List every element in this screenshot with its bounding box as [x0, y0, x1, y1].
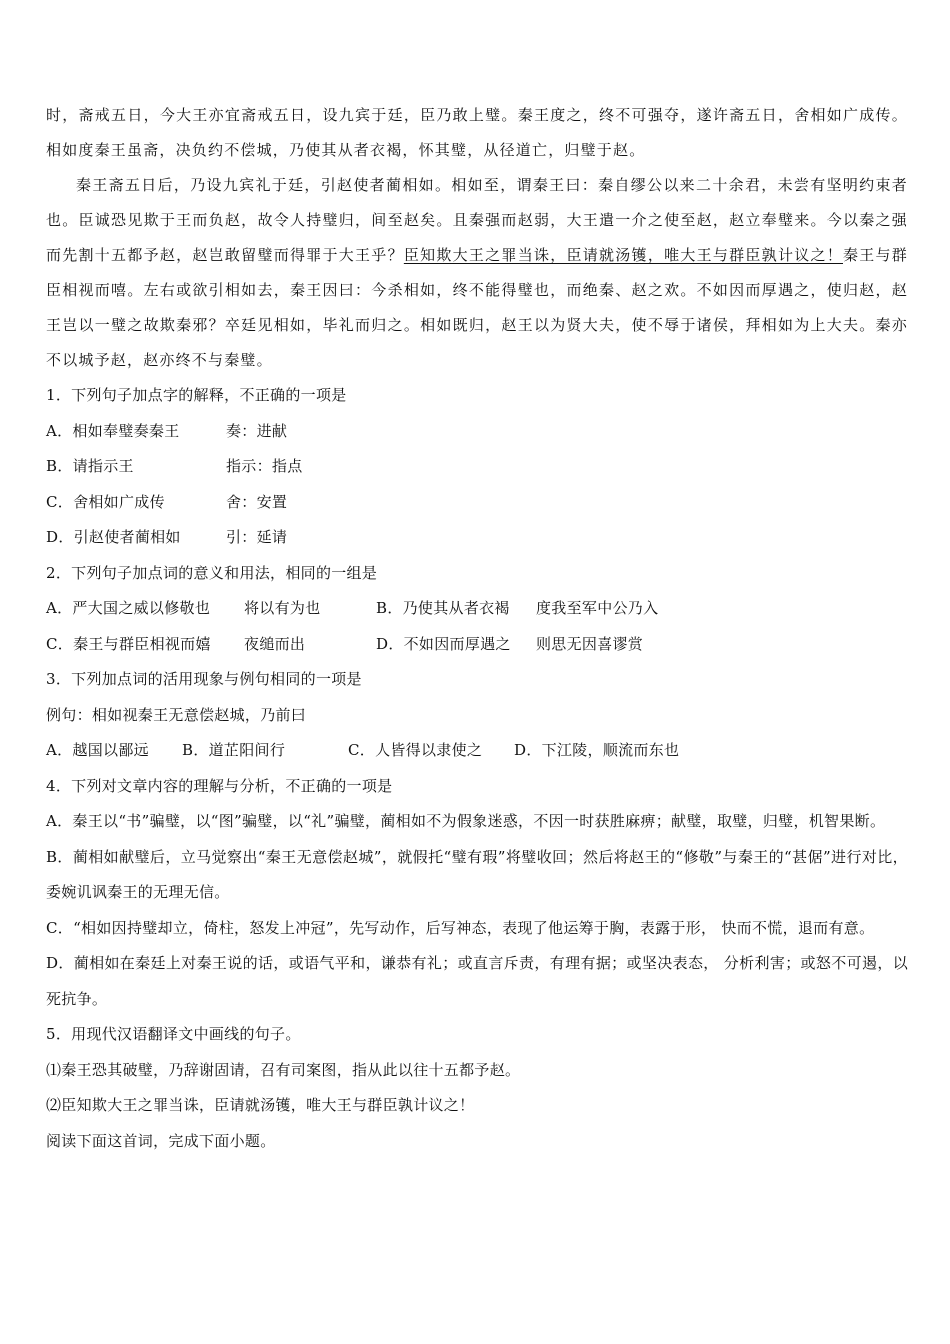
question-2-row-cd [46, 627, 908, 663]
option-text: B．乃使其从者衣褐 [376, 599, 510, 617]
document-content [46, 98, 908, 1159]
question-3-stem: 3．下列加点词的活用现象与例句相同的一项是 [46, 670, 362, 688]
option-text: B．道芷阳间行 [182, 741, 286, 759]
question-3-options [46, 733, 908, 769]
question-1-option-d [46, 520, 908, 556]
option-gloss: 舍：安置 [226, 492, 288, 511]
option-text: A．严大国之威以修敬也 [46, 599, 211, 617]
option-text: D．下江陵，顺流而东也 [514, 741, 680, 759]
question-3-example: 例句：相如视秦王无意偿赵城，乃前曰 [46, 705, 307, 724]
option-text: 夜缒而出 [244, 634, 306, 653]
option-text: 将以有为也 [244, 599, 321, 617]
question-2-stem: 2．下列句子加点词的意义和用法，相同的一组是 [46, 563, 378, 582]
question-1-stem: 1．下列句子加点字的解释，不正确的一项是 [46, 386, 347, 404]
question-4-option-d: D．蔺相如在秦廷上对秦王说的话，或语气平和，谦恭有礼；或直言斥责，有理有据；或坚决表态， 分析利害；或怒不可遏，以死抗争。 [46, 954, 908, 1008]
option-text: 则思无因喜谬赏 [536, 634, 644, 653]
option-text: B．请指示王 [46, 457, 134, 475]
passage-text: 秦王与群臣相视而嘻。左右或欲引相如去，秦王因曰：今杀相如，终不能得璧也，而绝秦、赵之欢。不如因而厚遇之，使归赵，赵王岂以一璧之故欺秦邪？卒廷见相如，毕礼而归之。相如既归，赵王以为贤大夫，使不辱于诸侯，拜相如为上大夫。秦亦不以城予赵，赵亦终不与秦璧。 [46, 246, 908, 369]
passage-paragraph-1: 时，斋戒五日，今大王亦宜斋戒五日，设九宾于廷，臣乃敢上璧。秦王度之，终不可强夺，遂许斋五日，舍相如广成传。相如度秦王虽斋，决负约不偿城，乃使其从者衣褐，怀其璧，从径道亡，归璧于赵。 [46, 106, 908, 159]
question-2-row-ab [46, 591, 908, 627]
question-1-option-c [46, 485, 908, 521]
question-1-option-b [46, 449, 908, 485]
option-gloss: 指示：指点 [226, 457, 303, 475]
option-text: 度我至军中公乃入 [536, 599, 659, 617]
option-text: D．不如因而厚遇之 [376, 634, 511, 653]
option-gloss: 引：延请 [226, 528, 288, 546]
underlined-sentence: 臣知欺大王之罪当诛，臣请就汤镬，唯大王与群臣孰计议之！ [403, 246, 843, 264]
option-text: D．引赵使者蔺相如 [46, 528, 181, 546]
option-gloss: 奏：进献 [226, 421, 288, 440]
passage-text: 秦王斋五日后，乃设九宾礼于廷，引赵使者蔺相如。相如至，谓秦王曰：秦自缪公以来二十余君，未尝有坚明约束者也。臣诚恐见欺于王而负赵，故令人持璧归，间至赵矣。且秦强而赵弱，大王遣一介之使至赵，赵立奉璧来。今以秦之强而先割十五都予赵，赵岂敢留璧而得罪于大王乎？ [46, 176, 908, 264]
question-5-sentence-1: ⑴秦王恐其破璧，乃辞谢固请，召有司案图，指从此以往十五都予赵。 [46, 1060, 521, 1079]
question-5-stem: 5．用现代汉语翻译文中画线的句子。 [46, 1025, 301, 1043]
option-text: C．人皆得以隶使之 [348, 741, 483, 759]
question-5-sentence-2: ⑵臣知欺大王之罪当诛，臣请就汤镬，唯大王与群臣孰计议之！ [46, 1096, 475, 1114]
option-text: A．越国以鄙远 [46, 741, 149, 759]
option-text: C．舍相如广成传 [46, 492, 165, 511]
question-4-option-c: C．“相如因持璧却立，倚柱，怒发上冲冠”，先写动作，后写神态，表现了他运筹于胸，表露于形， 快而不慌，退而有意。 [46, 918, 875, 937]
option-text: A．相如奉璧奏秦王 [46, 421, 180, 440]
question-1-option-a [46, 414, 908, 450]
question-4-stem: 4．下列对文章内容的理解与分析，不正确的一项是 [46, 776, 393, 795]
passage-paragraph-2 [46, 168, 908, 378]
option-text: C．秦王与群臣相视而嬉 [46, 634, 211, 653]
next-section-instruction: 阅读下面这首词，完成下面小题。 [46, 1131, 276, 1150]
question-4-option-a: A．秦王以“书”骗璧，以“图”骗璧，以“礼”骗璧，蔺相如不为假象迷惑，不因一时获胜麻痹；献璧，取璧，归璧，机智果断。 [46, 812, 886, 830]
question-4-option-b: B．蔺相如献璧后，立马觉察出“秦王无意偿赵城”，就假托“璧有瑕”将璧收回；然后将赵王的“修敬”与秦王的“甚倨”进行对比，委婉讥讽秦王的无理无信。 [46, 847, 908, 901]
